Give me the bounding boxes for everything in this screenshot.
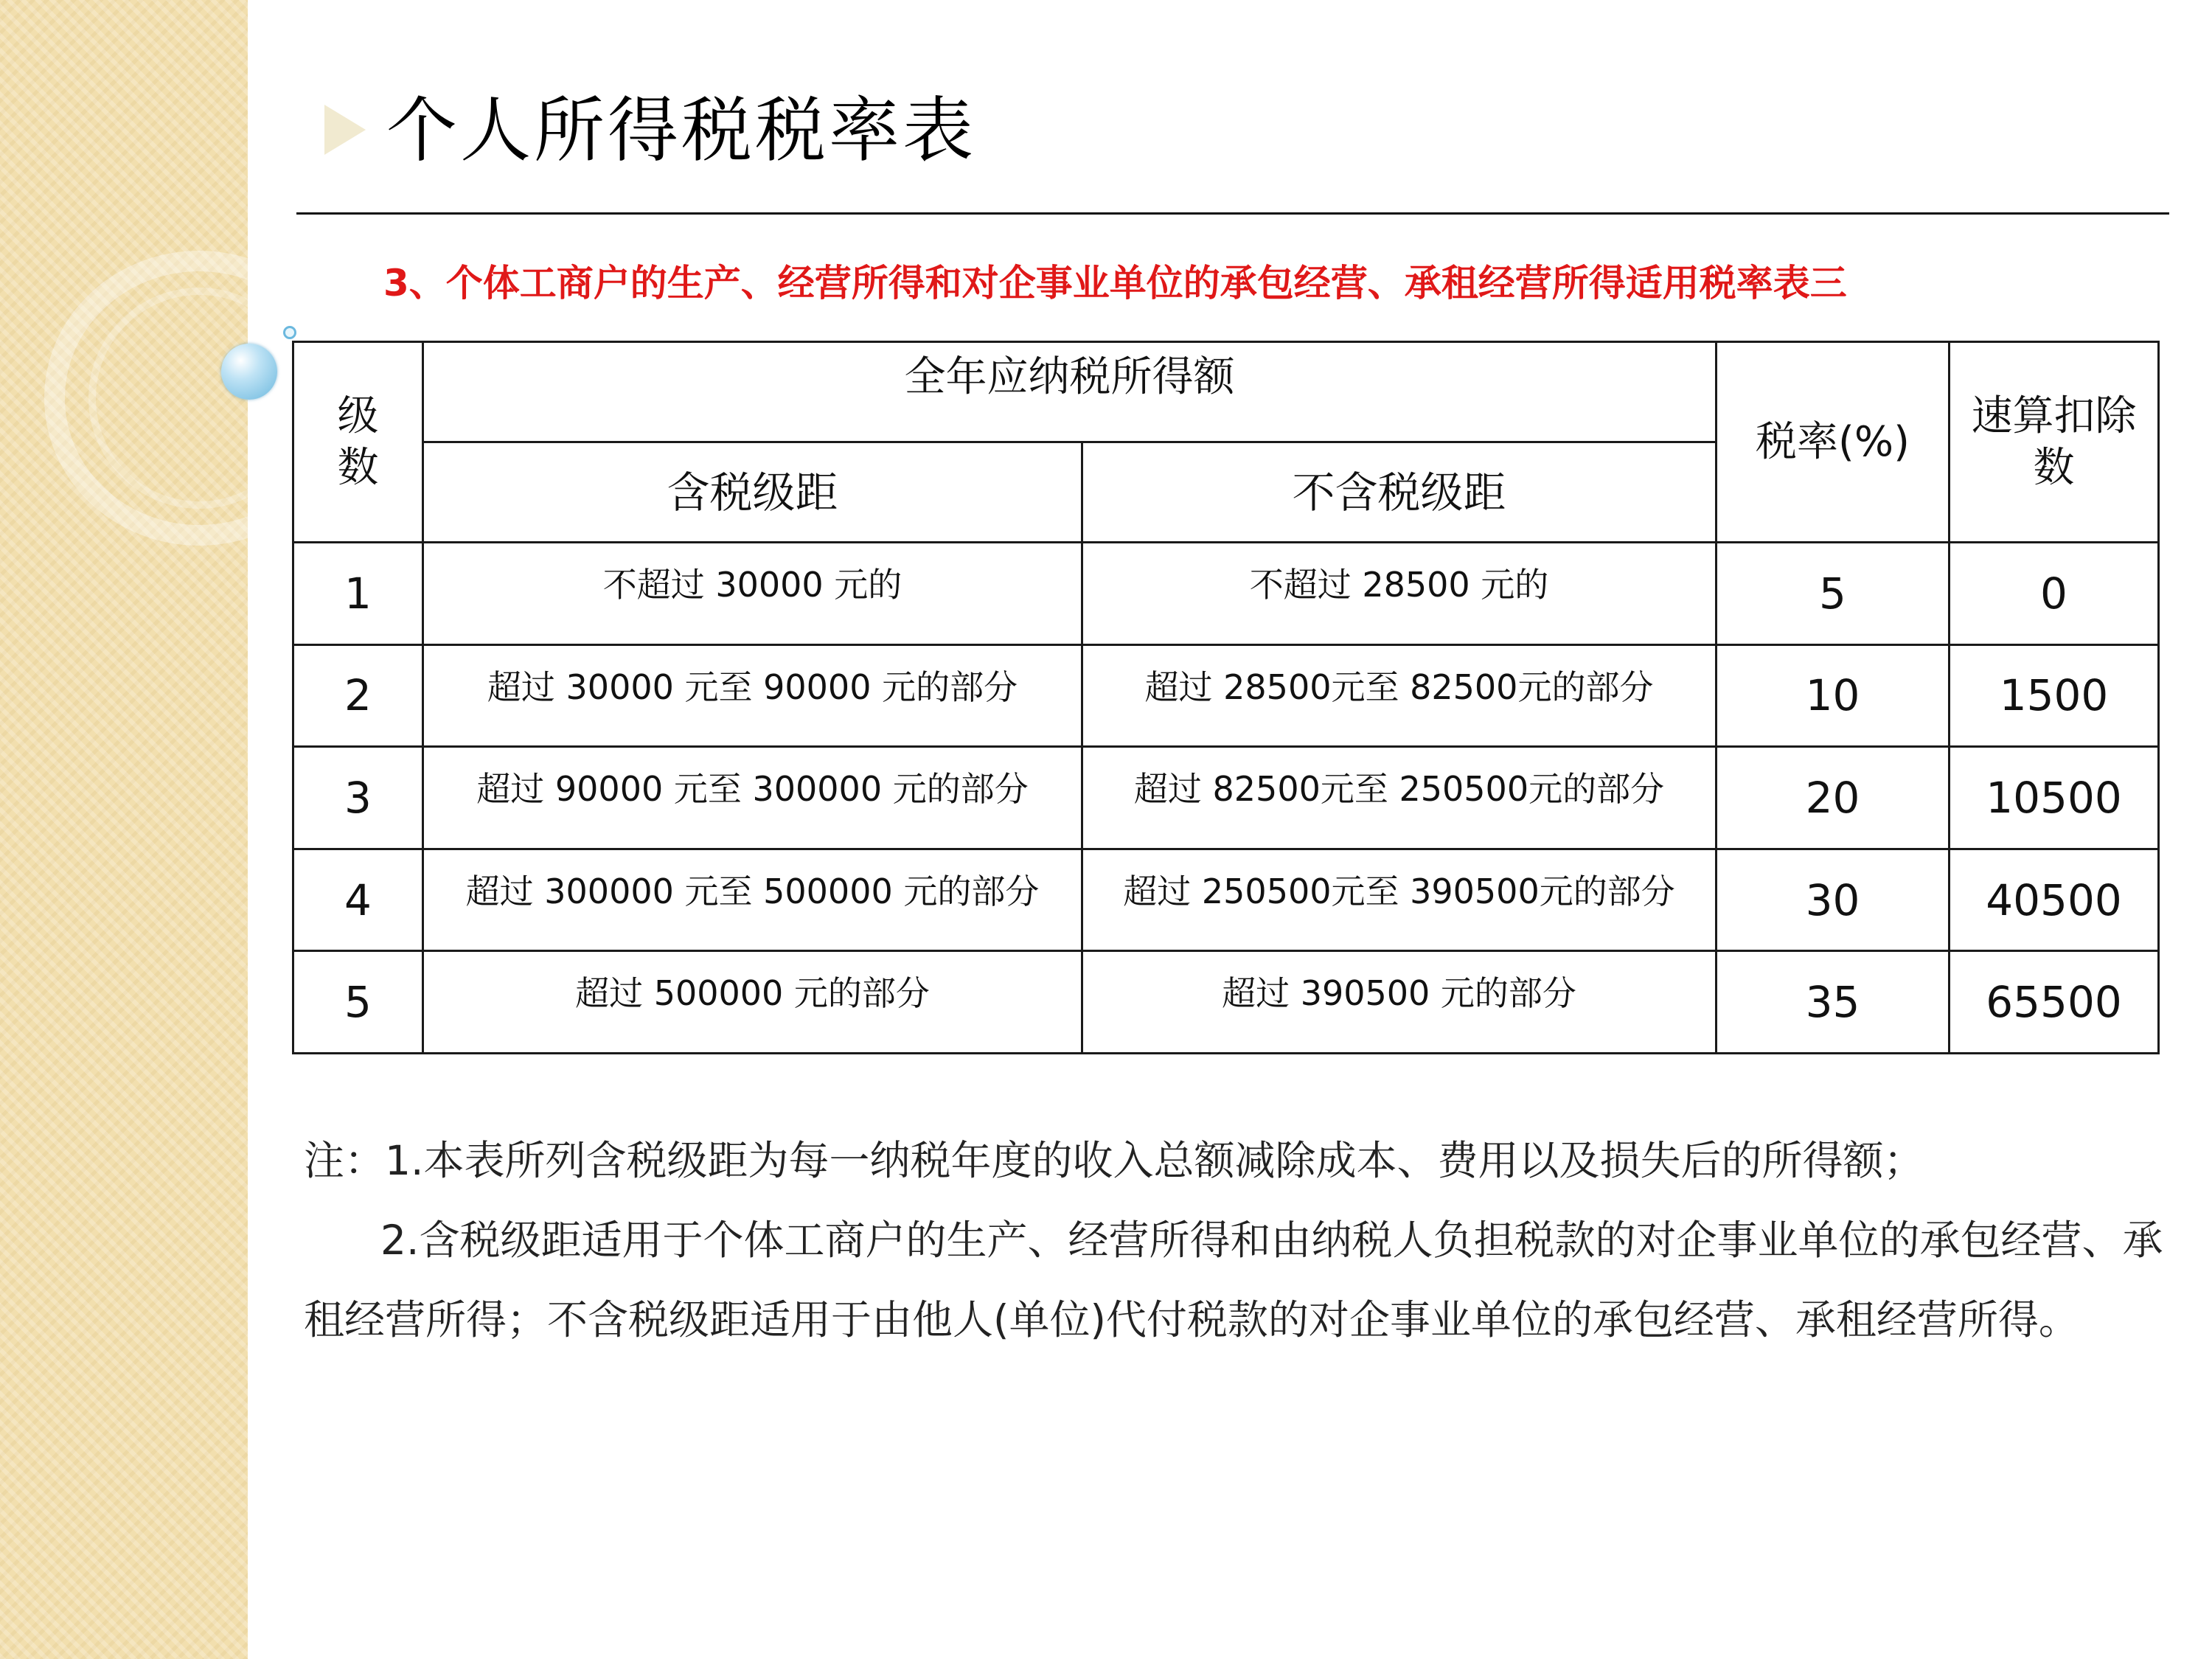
tax-rate-table [292, 341, 2160, 1054]
cell-incl: 超过 30000 元至 90000 元的部分 [423, 644, 1082, 747]
cell-deduction: 65500 [1950, 951, 2159, 1054]
decorative-ring-inner [88, 288, 310, 509]
table-row [293, 747, 2159, 849]
header-deduction-text: 速算扣除数 [1971, 392, 2137, 492]
cell-incl: 超过 90000 元至 300000 元的部分 [423, 747, 1082, 849]
bubble-icon [221, 344, 277, 400]
header-taxable-incl: 含税级距 [423, 442, 1082, 543]
header-rate: 税率(%) [1717, 342, 1950, 543]
cell-excl: 不超过 28500 元的 [1082, 543, 1717, 645]
cell-incl: 超过 300000 元至 500000 元的部分 [423, 849, 1082, 951]
notes-section [304, 1121, 2177, 1360]
note-1: 注：1.本表所列含税级距为每一纳税年度的收入总额减除成本、费用以及损失后的所得额； [304, 1137, 1924, 1184]
cell-rate: 5 [1717, 543, 1950, 645]
table-row [293, 849, 2159, 951]
cell-level: 1 [293, 543, 423, 645]
cell-excl: 超过 82500元至 250500元的部分 [1082, 747, 1717, 849]
cell-incl: 不超过 30000 元的 [423, 543, 1082, 645]
cell-excl: 超过 250500元至 390500元的部分 [1082, 849, 1717, 951]
decorative-sidebar [0, 0, 248, 1659]
page-title: 个人所得税税率表 [386, 89, 976, 172]
table-row [293, 543, 2159, 645]
header-deduction [1950, 342, 2159, 543]
table-row [293, 644, 2159, 747]
cell-deduction: 40500 [1950, 849, 2159, 951]
cell-deduction: 10500 [1950, 747, 2159, 849]
cell-rate: 20 [1717, 747, 1950, 849]
header-level-text: 级数 [337, 392, 379, 492]
table-row [293, 951, 2159, 1054]
cell-rate: 10 [1717, 644, 1950, 747]
title-divider [296, 212, 2169, 215]
cell-incl: 超过 500000 元的部分 [423, 951, 1082, 1054]
cell-excl: 超过 28500元至 82500元的部分 [1082, 644, 1717, 747]
header-level [293, 342, 423, 543]
cell-level: 4 [293, 849, 423, 951]
cell-rate: 30 [1717, 849, 1950, 951]
note-2: 2.含税级距适用于个体工商户的生产、经营所得和由纳税人负担税款的对企事业单位的承包经营、承租经营所得；不含税级距适用于由他人(单位)代付税款的对企事业单位的承包经营、承租经营所得。 [304, 1217, 2163, 1343]
cell-level: 2 [293, 644, 423, 747]
cell-rate: 35 [1717, 951, 1950, 1054]
cell-deduction: 0 [1950, 543, 2159, 645]
cell-excl: 超过 390500 元的部分 [1082, 951, 1717, 1054]
small-bubble-icon [283, 326, 296, 339]
title-arrow-icon [324, 105, 366, 155]
cell-level: 3 [293, 747, 423, 849]
cell-deduction: 1500 [1950, 644, 2159, 747]
table-subtitle: 3、个体工商户的生产、经营所得和对企事业单位的承包经营、承租经营所得适用税率表三 [383, 262, 1847, 305]
header-taxable-excl: 不含税级距 [1082, 442, 1717, 543]
cell-level: 5 [293, 951, 423, 1054]
header-annual-income: 全年应纳税所得额 [423, 342, 1717, 442]
